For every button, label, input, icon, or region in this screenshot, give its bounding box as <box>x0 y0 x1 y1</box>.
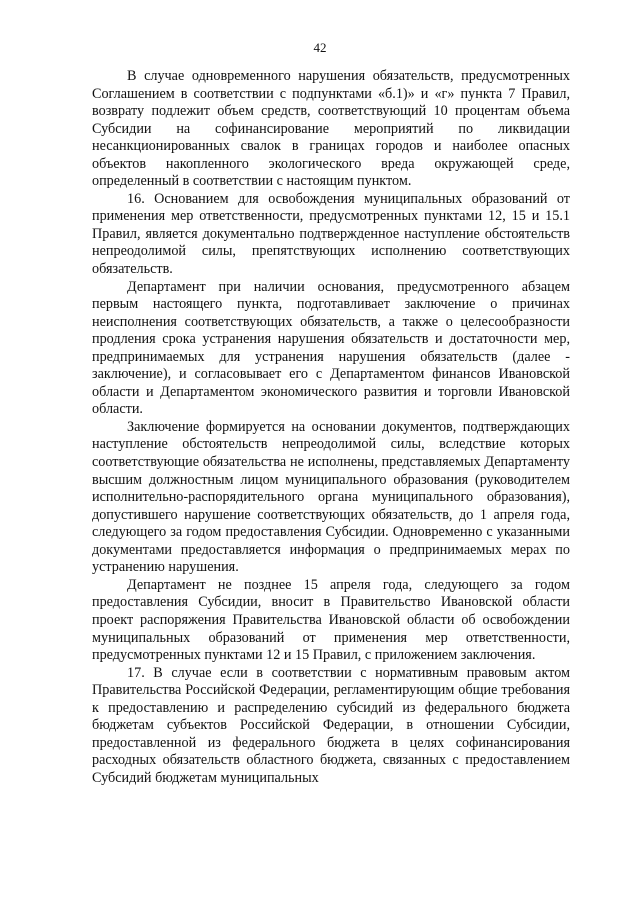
paragraph-conclusion-documents: Заключение формируется на основании документов, подтверждающих наступление обстоятельств непреодолимой силы, вследствие которых соответствующие обязательства не исполнены, представляемых Департаменту высшим должностным лицом муниципального образования (руководителем исполнительно-распорядительного органа муниципального образования), допустившего нарушение соответствующих обязательств, до 1 апреля года, следующего за годом предоставления Субсидии. Одновременно с указанными документами предоставляется информация о предпринимаемых мерах по устранению нарушения. <box>92 418 570 576</box>
paragraph-16-force-majeure: 16. Основанием для освобождения муниципальных образований от применения мер ответственности, предусмотренных пунктами 12, 15 и 15.1 Правил, является документально подтвержденное наступление обстоятельств непреодолимой силы, препятствующих исполнению соответствующих обязательств. <box>92 190 570 278</box>
document-body <box>92 68 570 787</box>
paragraph-department-conclusion: Департамент при наличии основания, предусмотренного абзацем первым настоящего пункта, подготавливает заключение о причинах неисполнения соответствующих обязательств, а также о целесообразности продления срока устранения нарушения обязательств и достаточности мер, предпринимаемых для устранения нарушения обязательств (далее - заключение), и согласовывает его с Департаментом финансов Ивановской области и Департаментом экономического развития и торговли Ивановской области. <box>92 278 570 418</box>
page-number: 42 <box>313 40 327 55</box>
paragraph-department-deadline: Департамент не позднее 15 апреля года, следующего за годом предоставления Субсидии, вносит в Правительство Ивановской области проект распоряжения Правительства Ивановской области об освобождении муниципальных образований от применения мер ответственности, предусмотренных пунктами 12 и 15 Правил, с приложением заключения. <box>92 576 570 664</box>
paragraph-17-federal-act: 17. В случае если в соответствии с нормативным правовым актом Правительства Российской Федерации, регламентирующим общие требования к предоставлению и распределению субсидий из федерального бюджета бюджетам субъектов Российской Федерации, в отношении Субсидии, предоставленной из федерального бюджета в целях софинансирования расходных обязательств областного бюджета, связанных с предоставлением Субсидий бюджетам муниципальных <box>92 664 570 786</box>
paragraph-violation-return: В случае одновременного нарушения обязательств, предусмотренных Соглашением в соответствии с подпунктами «б.1)» и «г» пункта 7 Правил, возврату подлежит объем средств, соответствующий 10 процентам объема Субсидии на софинансирование мероприятий по ликвидации несанкционированных свалок в границах городов и наиболее опасных объектов накопленного экологического вреда окружающей среде, определенный в соответствии с настоящим пунктом. <box>92 68 570 190</box>
